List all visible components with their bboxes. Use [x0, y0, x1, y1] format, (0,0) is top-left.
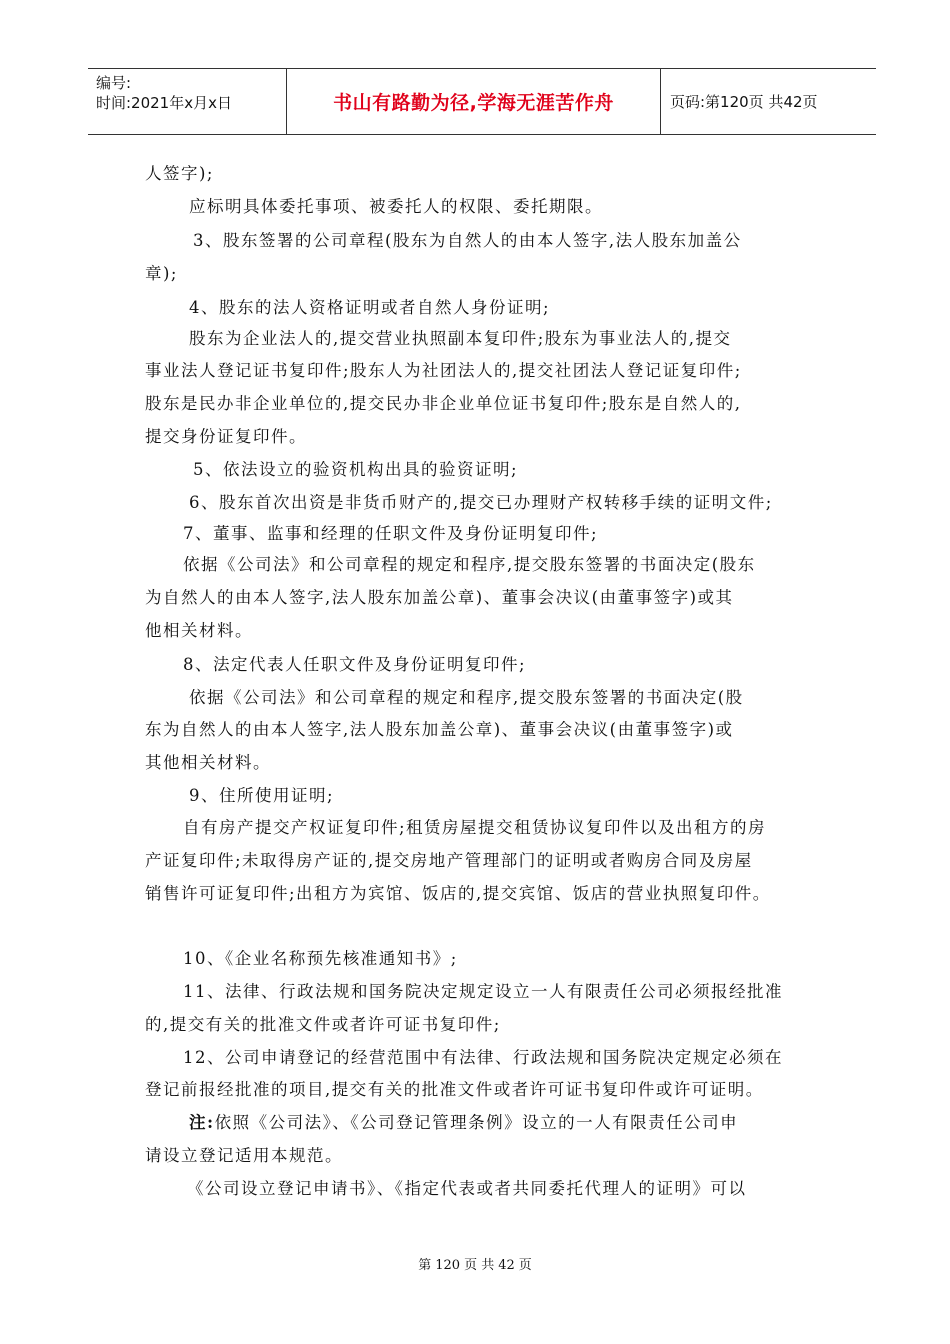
text-line: 8、法定代表人任职文件及身份证明复印件;	[183, 655, 527, 674]
text-line: 请设立登记适用本规范。	[145, 1146, 343, 1165]
text-line: 4、股东的法人资格证明或者自然人身份证明;	[189, 298, 551, 317]
text-line: 销售许可证复印件;出租方为宾馆、饭店的,提交宾馆、饭店的营业执照复印件。	[145, 884, 771, 903]
text-line: 其他相关材料。	[145, 753, 271, 772]
text-line: 事业法人登记证书复印件;股东人为社团法人的,提交社团法人登记证复印件;	[145, 361, 742, 380]
footer-page-number: 120	[435, 1258, 461, 1273]
header-meta-cell	[88, 69, 287, 134]
text-line: 产证复印件;未取得房产证的,提交房地产管理部门的证明或者购房合同及房屋	[145, 851, 753, 870]
time-label: 时间:2021年x月x日	[96, 94, 232, 112]
header-motto-cell	[287, 69, 661, 134]
text-line: 为自然人的由本人签字,法人股东加盖公章)、董事会决议(由董事签字)或其	[145, 588, 734, 607]
text-line: 《公司设立登记申请书》、《指定代表或者共同委托代理人的证明》可以	[187, 1179, 747, 1198]
number-label: 编号:	[96, 74, 132, 92]
text-line: 应标明具体委托事项、被委托人的权限、委托期限。	[189, 197, 603, 216]
text-line: 的,提交有关的批准文件或者许可证书复印件;	[145, 1015, 501, 1034]
text-line: 9、住所使用证明;	[189, 786, 335, 805]
text-line: 章);	[145, 264, 178, 283]
text-line: 5、依法设立的验资机构出具的验资证明;	[193, 460, 519, 479]
text-line: 自有房产提交产权证复印件;租赁房屋提交租赁协议复印件以及出租方的房	[183, 818, 767, 837]
motto: 书山有路勤为径,学海无涯苦作舟	[333, 92, 614, 114]
text-line: 3、股东签署的公司章程(股东为自然人的由本人签字,法人股东加盖公	[193, 231, 742, 250]
text-line: 依据《公司法》和公司章程的规定和程序,提交股东签署的书面决定(股	[189, 688, 744, 707]
text-line: 提交身份证复印件。	[145, 427, 307, 446]
note-line	[189, 1109, 738, 1133]
text-line: 他相关材料。	[145, 621, 253, 640]
text-line: 11、法律、行政法规和国务院决定规定设立一人有限责任公司必须报经批准	[183, 982, 783, 1001]
footer-total-pages: 42	[498, 1258, 515, 1273]
page-footer	[0, 1254, 950, 1273]
text-line: 依据《公司法》和公司章程的规定和程序,提交股东签署的书面决定(股东	[183, 555, 756, 574]
text-line: 股东是民办非企业单位的,提交民办非企业单位证书复印件;股东是自然人的,	[145, 394, 742, 413]
text-line: 股东为企业法人的,提交营业执照副本复印件;股东为事业法人的,提交	[189, 329, 732, 348]
text-line: 10、《企业名称预先核准通知书》;	[183, 949, 458, 968]
text-line: 登记前报经批准的项目,提交有关的批准文件或者许可证书复印件或许可证明。	[145, 1080, 764, 1099]
note-text: 依照《公司法》、《公司登记管理条例》设立的一人有限责任公司申	[214, 1113, 739, 1132]
footer-prefix: 第	[418, 1258, 432, 1273]
text-line: 东为自然人的由本人签字,法人股东加盖公章)、董事会决议(由董事签字)或	[145, 720, 734, 739]
text-line: 人签字);	[145, 164, 214, 183]
text-line: 12、公司申请登记的经营范围中有法律、行政法规和国务院决定规定必须在	[183, 1048, 783, 1067]
footer-middle: 页 共	[464, 1258, 495, 1273]
header-page-cell	[661, 69, 876, 134]
text-line: 7、董事、监事和经理的任职文件及身份证明复印件;	[183, 524, 599, 543]
text-line: 6、股东首次出资是非货币财产的,提交已办理财产权转移手续的证明文件;	[189, 493, 773, 512]
footer-suffix: 页	[518, 1258, 532, 1273]
page-info: 页码:第120页 共42页	[670, 93, 818, 111]
note-label: 注:	[189, 1113, 215, 1132]
document-header	[88, 68, 876, 135]
